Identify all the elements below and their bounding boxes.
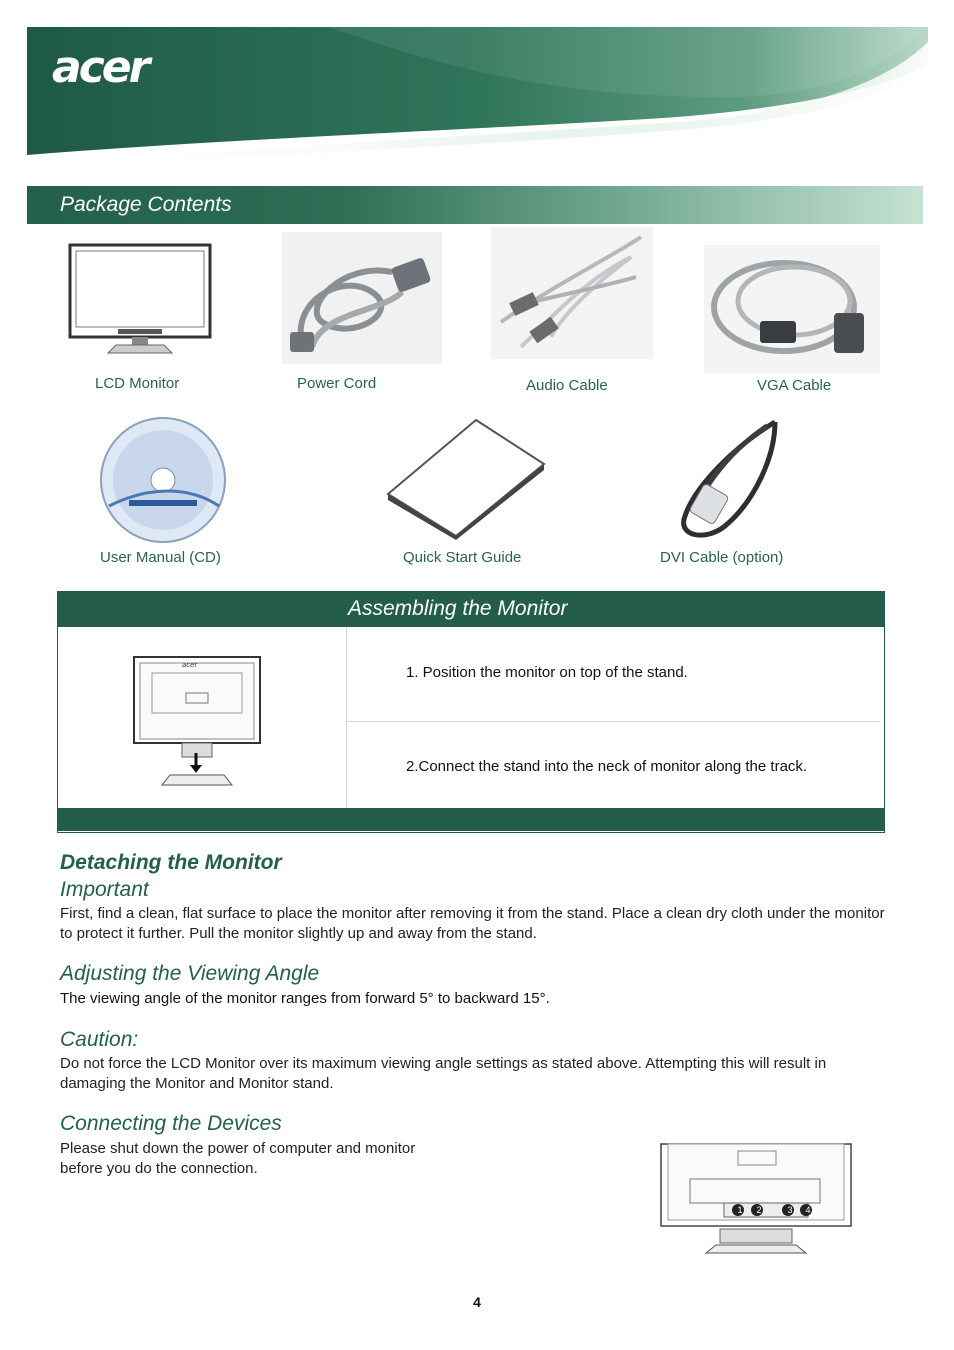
- caution-title: Caution:: [60, 1028, 139, 1051]
- port-number-3: 3: [787, 1205, 793, 1215]
- acer-logo: acer: [52, 42, 148, 93]
- assembly-divider-vertical: [346, 627, 347, 808]
- caution-text: Do not force the LCD Monitor over its maximum viewing angle settings as stated above. Attempting this will result in damaging the Monitor and Monitor stand.: [60, 1055, 827, 1092]
- item-label-quick-start-guide: Quick Start Guide: [403, 549, 522, 566]
- item-label-vga-cable: VGA Cable: [757, 377, 832, 394]
- page-number: 4: [473, 1294, 481, 1310]
- detaching-title: Detaching the Monitor: [60, 851, 282, 874]
- viewing-angle-text: The viewing angle of the monitor ranges from forward 5° to backward 15°.: [60, 990, 550, 1007]
- connecting-title: Connecting the Devices: [60, 1112, 282, 1135]
- assembly-step-2: 2.Connect the stand into the neck of monitor along the track.: [406, 758, 808, 775]
- connecting-text: Please shut down the power of computer and monitor before you do the connection.: [60, 1140, 416, 1177]
- power-cord-icon: [282, 232, 442, 369]
- item-label-lcd-monitor: LCD Monitor: [95, 375, 180, 392]
- header-banner: [27, 27, 928, 172]
- assembly-footer: [57, 808, 885, 831]
- connection-ports-diagram: [660, 1143, 854, 1260]
- item-label-user-manual: User Manual (CD): [100, 549, 221, 566]
- vga-cable-icon: [704, 245, 880, 378]
- port-number-2: 2: [756, 1205, 762, 1215]
- viewing-angle-title: Adjusting the Viewing Angle: [60, 962, 320, 985]
- booklet-icon: [384, 416, 546, 545]
- assembly-title: Assembling the Monitor: [348, 597, 568, 620]
- package-contents-title: Package Contents: [60, 193, 232, 216]
- item-label-audio-cable: Audio Cable: [526, 377, 608, 394]
- port-number-1: 1: [737, 1205, 743, 1215]
- assembly-divider-horizontal: [347, 721, 880, 722]
- detaching-text: First, find a clean, flat surface to place the monitor after removing it from the stand. Place a clean dry cloth under the monitor to protect it further. Pull the monitor slightly up and away from the stand.: [60, 905, 885, 942]
- cd-icon: [99, 416, 229, 549]
- svg-text:acer: acer: [182, 661, 198, 669]
- lcd-monitor-icon: [68, 243, 212, 360]
- assembly-step-1: 1. Position the monitor on top of the stand.: [406, 664, 688, 681]
- item-label-dvi-cable: DVI Cable (option): [660, 549, 784, 566]
- audio-cable-icon: [491, 227, 653, 364]
- banner-graphic: [27, 27, 928, 172]
- port-number-4: 4: [805, 1205, 811, 1215]
- dvi-cable-icon: [675, 416, 787, 547]
- item-label-power-cord: Power Cord: [297, 375, 377, 392]
- important-subtitle: Important: [60, 878, 149, 901]
- monitor-back-diagram: [132, 655, 262, 792]
